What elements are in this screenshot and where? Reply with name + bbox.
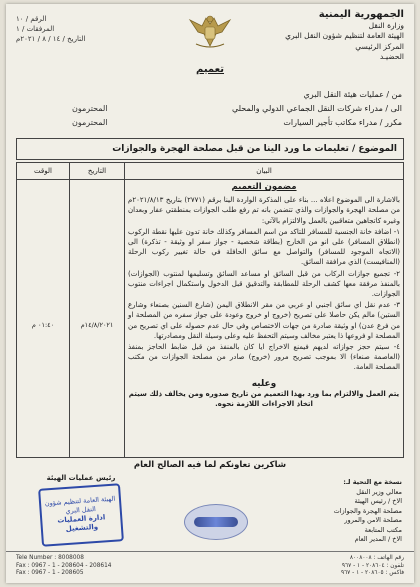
- paragraph: بالاشارة الى الموضوع اعلاه ... بناء على المذكرة الواردة الينا برقم (٢٧٧١) بتاريخ ٢٠٢١/٨/١٣م من مصلحة الهجرة والجوازات والذي تتضمن بانه تم رفع طلب الجوازات بمنطقتي عفار وبعدان وغيره كاتجاهين متعاقبين بالعمل والالتزام بالآتي:: [128, 196, 400, 225]
- content-heading: مضمون التعميم: [231, 182, 297, 192]
- authority-logo-icon: [184, 504, 248, 540]
- copies-title: نسخة مع التحية لـ:: [343, 478, 402, 486]
- table-header-row: [17, 163, 404, 180]
- recipient-honorific: المحترمون: [72, 104, 108, 113]
- header-right: [254, 10, 404, 63]
- recipients-block: [26, 88, 402, 130]
- copies-list: [262, 478, 402, 545]
- date-cell: [70, 180, 125, 458]
- footer-right: [254, 555, 404, 578]
- header-left: [16, 14, 126, 44]
- document-title: تعميم: [195, 64, 225, 75]
- recipient-from: من / عمليات هيئة النقل البري: [303, 90, 402, 99]
- header-ministry: وزارة النقل: [368, 20, 404, 30]
- official-stamp: [38, 483, 124, 547]
- list-item: مكتب المتابعة: [364, 525, 402, 534]
- col-time-header: الوقت: [17, 163, 70, 180]
- list-item: الاخ / رئيس الهيئة: [354, 497, 402, 505]
- paragraph: ٣- عدم نقل اي سائق اجنبي او عربي من مقر الانطلاق اليمن (شارع السنين بصنعاء وشارع الستين) مالم يكن حاصلا على تصريح (خروج او خروج وعودة على جواز سفره من المصلحة او من فرع عدن) او وثيقة صادرة من جهات الاختصاص وفي حال عدم حصوله على اي تصريح من المصلحة او فروعها ذا يعتبر مخالف وسيتم التحفظ عليه وعلى وسيلة النقل ومصادرتها.: [128, 301, 400, 340]
- header-country: الجمهورية اليمنية: [318, 9, 404, 20]
- page-footer: [6, 551, 414, 582]
- list-item: مصلحة الامن والمرور: [344, 516, 402, 524]
- reference-number: الرقم / ١٠: [16, 15, 47, 23]
- header-center: المركز الرئيسي: [355, 41, 404, 51]
- paragraph: ٤- سيتم حجز جوازاته لديهم فيمنع الاخراج ايا كان بالمنفذ من قبل ضابط الحاجز بمنفذ (العاصمة صنعاء) الا بموجب تصريح مرور (خروج) صادر من مصلحة الجوازات من مكتب المصلحة العامة.: [128, 343, 400, 372]
- footer-line: Fax : 0967 - 1 - 208605: [16, 570, 84, 576]
- letter-page: [6, 4, 414, 583]
- attachments: المرفقات / ١: [16, 25, 55, 33]
- thanks-line: شاكرين تعاونكم لما فيه الصالح العام: [133, 460, 287, 470]
- col-date-header: التاريخ: [70, 163, 125, 180]
- header-sub: الحضيـد: [379, 52, 404, 61]
- closing-word: وعليه: [251, 378, 277, 389]
- footer-line: رقم الهاتف : ٨٠٠٨٠٠٨: [349, 555, 404, 561]
- time-cell: [17, 180, 70, 458]
- footer-line: فاكس : ٢٠٨٦٠٥ - ١ - ٩٦٧: [340, 570, 404, 576]
- signature-block: [16, 474, 146, 544]
- col-body-header: البيان: [125, 163, 404, 180]
- date-value: ١٤/٨/٢٠٢١م: [80, 321, 114, 329]
- footer-left: [16, 555, 166, 578]
- table-row: [17, 180, 404, 458]
- content-table: [16, 162, 404, 458]
- eagle-emblem-icon: [188, 10, 232, 50]
- body-cell: [125, 180, 404, 458]
- stamp-line: الهيئة العامة لتنظيم شؤون النقل البري: [44, 494, 116, 516]
- recipient-line: [26, 116, 402, 130]
- recipient-line: [26, 88, 402, 102]
- logo-wave: [194, 517, 238, 527]
- footer-line: Tele Number : 8008008: [16, 555, 84, 561]
- time-value: ٠١:٤٠ م: [31, 321, 55, 329]
- header-authority: الهيئة العامة لتنظيم شؤون النقل البري: [285, 31, 404, 40]
- list-item: مصلحة الهجرة والجوازات: [333, 506, 402, 515]
- signer-title: رئيس عمليات الهيئة: [46, 474, 116, 482]
- recipient-cc: مكرر / مدراء مكاتب تأجير السيارات: [283, 118, 402, 127]
- closing-paragraph: يتم العمل والالتزام بما ورد بهذا التعميم من تاريخ صدوره ومن يخالف ذلك سيتم اتخاذ الاجراءات اللازمة نحوه.: [128, 389, 400, 409]
- footer-line: Fax : 0967 - 1 - 208604 - 208614: [16, 562, 112, 569]
- list-item: الاخ / المدير العام: [354, 535, 402, 543]
- recipient-line: [26, 102, 402, 116]
- recipient-to: الى / مدراء شركات النقل الجماعي الدولي والمحلي: [231, 104, 402, 113]
- subject-box: الموضوع / تعليمات ما ورد الينا من قبل مصلحة الهجرة والجوازات: [16, 138, 404, 160]
- paragraph: ٢- تجميع جوازات الركاب من قبل السائق او مساعد السائق وتسليمها لمنتوب (الجوازات) بالمنفذ مرفقة معها كشف الرحلة للمطابقة والتدقيق قبل الدخول واستكمال اجراءات منتوب الجوازات.: [128, 269, 400, 299]
- stamp-line: ادارة العمليات والتشغيل: [57, 513, 106, 534]
- list-item: معالي وزير النقل: [356, 487, 402, 496]
- letter-date: التاريخ / ١٤ / ٨ / ٢٠٢١م: [16, 35, 86, 43]
- recipient-honorific: المحترمون: [72, 118, 108, 127]
- footer-line: تلفون : ٢٠٨٦٠٤ - ١ - ٩٦٧: [341, 562, 404, 569]
- paragraph: ١- اضافة خانة الجنسية للمسافر للتاكد من اسم المسافر وكذلك خانة تدون عليها نقطة الركوب (انطلاق المسافر) على انو من الخارج (بطاقة شخصية - جواز سفر او وثيقة - تذكرة) الى (الاتجاه الموجود للمسافر) والتواصل مع سائق الحافلة في حالة تغيير ركوب الرحلة (المنافيست) الذي مرافقة السائق.: [128, 227, 400, 267]
